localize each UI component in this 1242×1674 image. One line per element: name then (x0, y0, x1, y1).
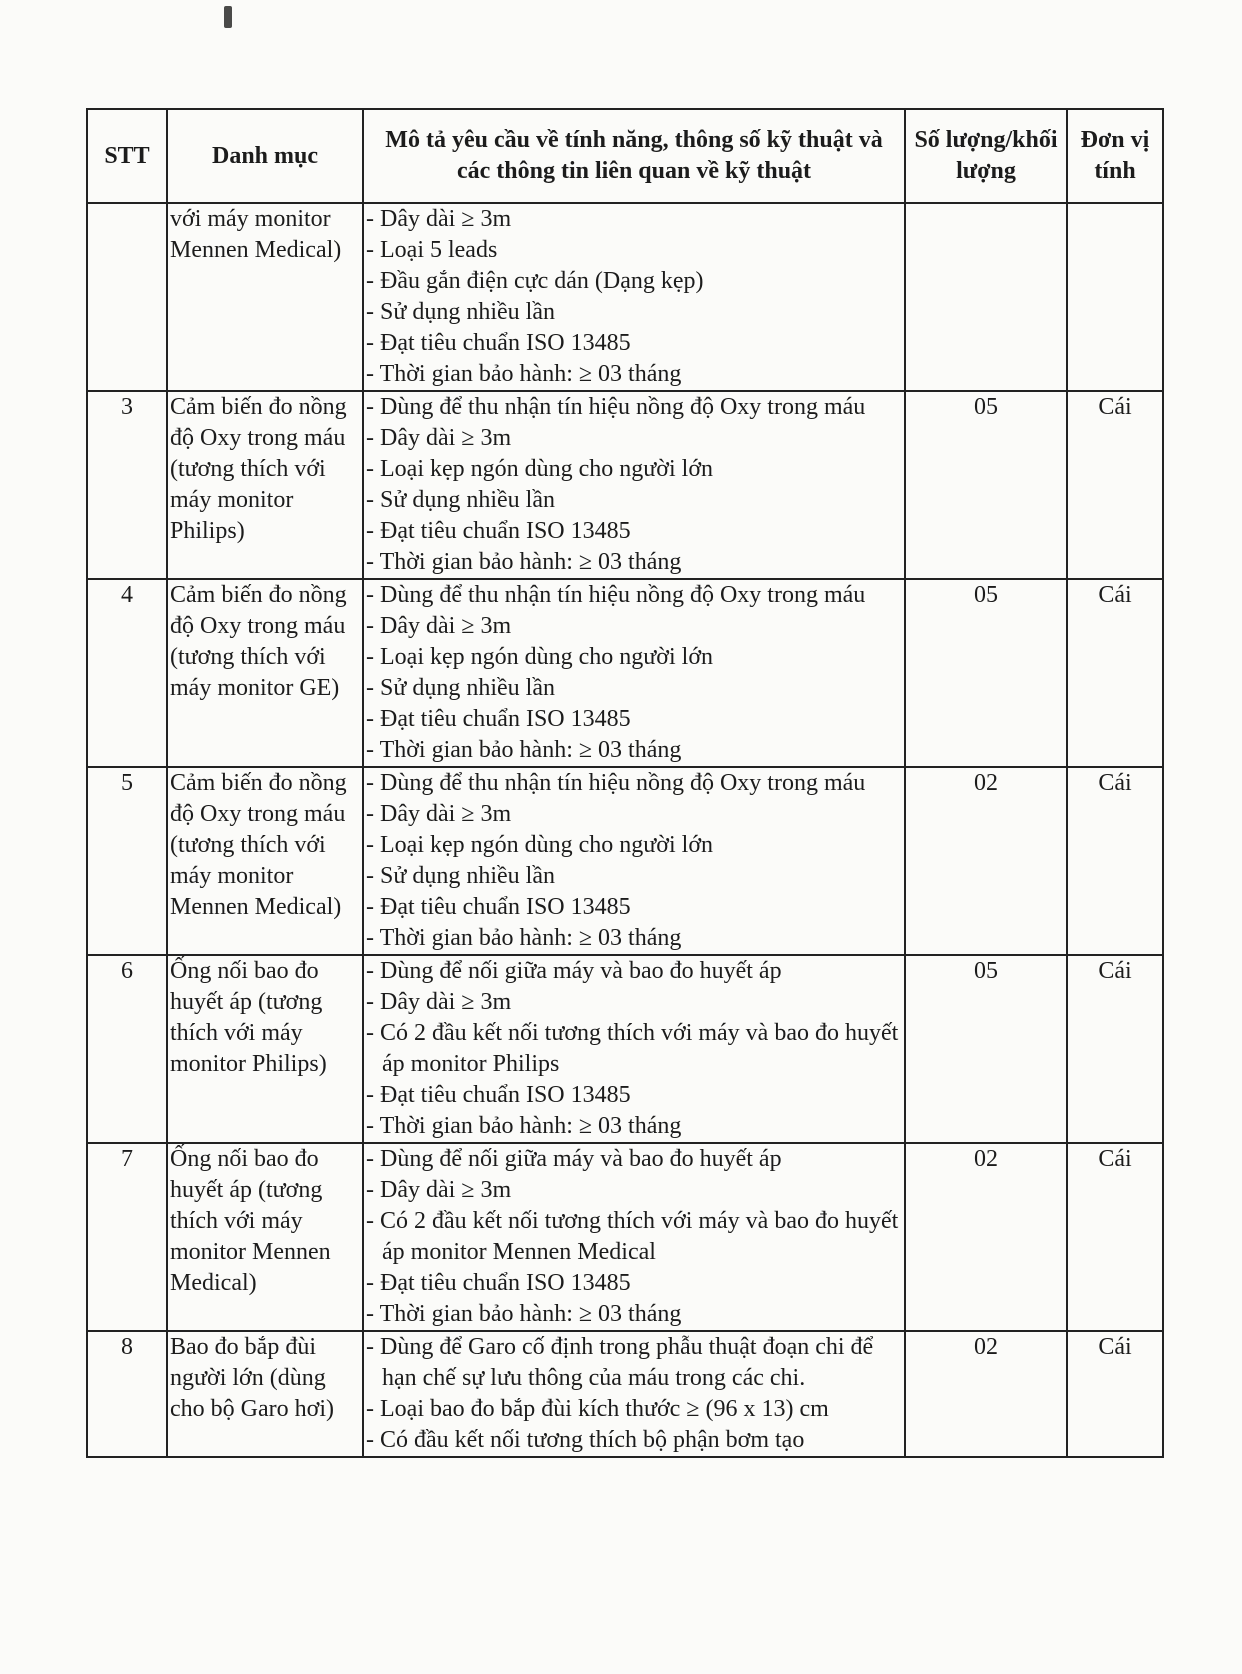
row-description (363, 1143, 905, 1331)
description-item: - Thời gian bảo hành: ≥ 03 tháng (366, 547, 902, 578)
description-item: - Dây dài ≥ 3m (366, 987, 902, 1018)
row-category: Cảm biến đo nồng độ Oxy trong máu (tương thích với máy monitor Philips) (167, 391, 363, 579)
description-list (366, 580, 902, 766)
row-stt: 4 (87, 579, 167, 767)
row-stt (87, 203, 167, 391)
row-quantity: 05 (905, 391, 1067, 579)
description-item: - Đạt tiêu chuẩn ISO 13485 (366, 516, 902, 547)
row-quantity (905, 203, 1067, 391)
row-category: Cảm biến đo nồng độ Oxy trong máu (tương thích với máy monitor Mennen Medical) (167, 767, 363, 955)
description-item: - Dùng để Garo cố định trong phẫu thuật đoạn chi để hạn chế sự lưu thông của máu trong các chi. (366, 1332, 902, 1394)
description-item: - Dây dài ≥ 3m (366, 1175, 902, 1206)
row-description (363, 579, 905, 767)
description-item: - Dây dài ≥ 3m (366, 423, 902, 454)
header-description: Mô tả yêu cầu về tính năng, thông số kỹ thuật và các thông tin liên quan về kỹ thuật (363, 109, 905, 203)
table-row (87, 391, 1163, 579)
table-row (87, 767, 1163, 955)
table-row (87, 1331, 1163, 1457)
row-category: Ống nối bao đo huyết áp (tương thích với máy monitor Mennen Medical) (167, 1143, 363, 1331)
header-stt: STT (87, 109, 167, 203)
description-item: - Sử dụng nhiều lần (366, 485, 902, 516)
row-unit: Cái (1067, 955, 1163, 1143)
table-row (87, 203, 1163, 391)
row-stt: 8 (87, 1331, 167, 1457)
description-list (366, 392, 902, 578)
row-description (363, 203, 905, 391)
row-category: Cảm biến đo nồng độ Oxy trong máu (tương thích với máy monitor GE) (167, 579, 363, 767)
row-category: Bao đo bắp đùi người lớn (dùng cho bộ Garo hơi) (167, 1331, 363, 1457)
table-row (87, 579, 1163, 767)
description-item: - Dùng để thu nhận tín hiệu nồng độ Oxy trong máu (366, 580, 902, 611)
row-stt: 6 (87, 955, 167, 1143)
specification-table (86, 108, 1164, 1458)
description-item: - Loại kẹp ngón dùng cho người lớn (366, 454, 902, 485)
row-unit: Cái (1067, 579, 1163, 767)
table-body (87, 203, 1163, 1457)
row-unit (1067, 203, 1163, 391)
description-item: - Thời gian bảo hành: ≥ 03 tháng (366, 923, 902, 954)
row-unit: Cái (1067, 1331, 1163, 1457)
scan-mark (224, 6, 232, 28)
description-item: - Đạt tiêu chuẩn ISO 13485 (366, 704, 902, 735)
table-row (87, 955, 1163, 1143)
row-unit: Cái (1067, 767, 1163, 955)
description-item: - Dùng để thu nhận tín hiệu nồng độ Oxy trong máu (366, 392, 902, 423)
row-unit: Cái (1067, 391, 1163, 579)
row-description (363, 391, 905, 579)
description-item: - Có 2 đầu kết nối tương thích với máy và bao đo huyết áp monitor Philips (366, 1018, 902, 1080)
description-item: - Thời gian bảo hành: ≥ 03 tháng (366, 359, 902, 390)
header-unit: Đơn vị tính (1067, 109, 1163, 203)
description-item: - Dây dài ≥ 3m (366, 611, 902, 642)
description-item: - Thời gian bảo hành: ≥ 03 tháng (366, 735, 902, 766)
description-item: - Có 2 đầu kết nối tương thích với máy và bao đo huyết áp monitor Mennen Medical (366, 1206, 902, 1268)
description-item: - Sử dụng nhiều lần (366, 673, 902, 704)
row-unit: Cái (1067, 1143, 1163, 1331)
row-stt: 5 (87, 767, 167, 955)
header-category: Danh mục (167, 109, 363, 203)
description-item: - Loại kẹp ngón dùng cho người lớn (366, 830, 902, 861)
description-item: - Dùng để nối giữa máy và bao đo huyết áp (366, 1144, 902, 1175)
description-item: - Đạt tiêu chuẩn ISO 13485 (366, 892, 902, 923)
row-quantity: 05 (905, 579, 1067, 767)
description-item: - Sử dụng nhiều lần (366, 861, 902, 892)
description-item: - Đạt tiêu chuẩn ISO 13485 (366, 1080, 902, 1111)
description-item: - Loại 5 leads (366, 235, 902, 266)
description-list (366, 768, 902, 954)
description-item: - Đầu gắn điện cực dán (Dạng kẹp) (366, 266, 902, 297)
description-item: - Thời gian bảo hành: ≥ 03 tháng (366, 1111, 902, 1142)
description-item: - Loại bao đo bắp đùi kích thước ≥ (96 x 13) cm (366, 1394, 902, 1425)
description-item: - Dây dài ≥ 3m (366, 204, 902, 235)
row-stt: 7 (87, 1143, 167, 1331)
description-item: - Dùng để nối giữa máy và bao đo huyết áp (366, 956, 902, 987)
description-item: - Dây dài ≥ 3m (366, 799, 902, 830)
table-header-row (87, 109, 1163, 203)
description-list (366, 1332, 902, 1456)
description-item: - Thời gian bảo hành: ≥ 03 tháng (366, 1299, 902, 1330)
header-quantity: Số lượng/khối lượng (905, 109, 1067, 203)
row-quantity: 02 (905, 1143, 1067, 1331)
description-item: - Sử dụng nhiều lần (366, 297, 902, 328)
row-stt: 3 (87, 391, 167, 579)
row-category: với máy monitor Mennen Medical) (167, 203, 363, 391)
row-description (363, 767, 905, 955)
row-quantity: 05 (905, 955, 1067, 1143)
description-item: - Loại kẹp ngón dùng cho người lớn (366, 642, 902, 673)
description-item: - Đạt tiêu chuẩn ISO 13485 (366, 1268, 902, 1299)
row-quantity: 02 (905, 767, 1067, 955)
table-row (87, 1143, 1163, 1331)
row-quantity: 02 (905, 1331, 1067, 1457)
row-description (363, 1331, 905, 1457)
description-item: - Đạt tiêu chuẩn ISO 13485 (366, 328, 902, 359)
description-list (366, 956, 902, 1142)
description-item: - Có đầu kết nối tương thích bộ phận bơm tạo (366, 1425, 902, 1456)
description-list (366, 204, 902, 390)
description-item: - Dùng để thu nhận tín hiệu nồng độ Oxy trong máu (366, 768, 902, 799)
row-description (363, 955, 905, 1143)
description-list (366, 1144, 902, 1330)
row-category: Ống nối bao đo huyết áp (tương thích với máy monitor Philips) (167, 955, 363, 1143)
